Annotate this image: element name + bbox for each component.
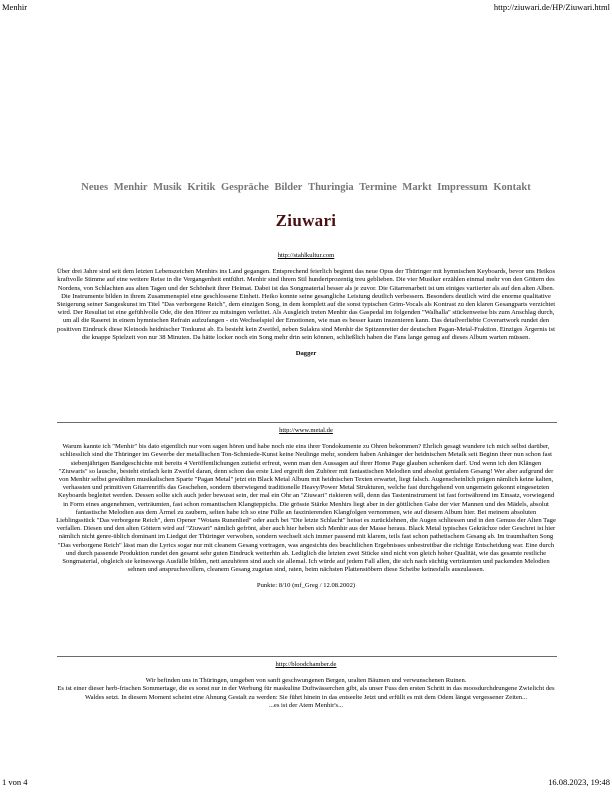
nav-item-kritik[interactable]: Kritik <box>187 182 216 193</box>
print-header-url: http://ziuwari.de/HP/Ziuwari.html <box>493 2 610 12</box>
print-header-title: Menhir <box>2 2 28 12</box>
nav-item-musik[interactable]: Musik <box>153 182 182 193</box>
nav-item-kontakt[interactable]: Kontakt <box>493 182 531 193</box>
review-score: Punkte: 8/10 (mf_Greg / 12.08.2002) <box>256 582 356 590</box>
nav-item-thuringia[interactable]: Thuringia <box>308 182 354 193</box>
review-bloodchamber <box>56 661 556 710</box>
review-text: Über drei Jahre sind seit dem letzten Lebenszeichen Menhirs ins Land gegangen. Entsprechend feierlich beginnt das neue Opus der Thüringer mit hymnischen Keyboards, bevor uns Heikos kraftvolle Stimme auf eine weitere Reise in die Vergangenheit entführt. Menhir sind ihrem Stil hundertprozentig treu geblieben. Die vier Musiker erzählen einmal mehr von den Göttern des Nordens, von Schlachten aus alten Tagen und der Schönheit ihrer Heimat. Dabei ist das Songmaterial besser als je zuvor. Die Gitarrenarbeit ist um einiges variierter als auf den alten Alben. Die Instrumente bilden in ihrem Zusammenspiel eine geschlossene Einheit. Heiko konnte seine gesangliche Leistung deutlich verbessern. Besonders deutlich wird die enorme qualitative Steigerung seiner Sangeskunst im Titel "Das verborgene Reich", dem einzigen Song, in dem komplett auf die sonst typischen Grim-Vocals als Kontrast zu den klaren Gesangparts verzichtet wird. Der Resultat ist eine gefühlvolle Ode, die den Hörer zu mitsingen verleitet. Als Ausgleich treten Menhir das Gaspedal im folgenden "Walhalla" stückenweise bis zum Anschlag durch, um all die Raserei in einem hymnischen Refrain aufzufangen - ein Wechselspiel der Emotionen, wie man es besser kaum inszenieren kann. Das detailverliebte Coverartwork rundet den positiven Eindruck diese Kleinods heidnischer Tonkunst ab. Es besteht kein Zweifel, neben Sulakra sind Menhir die Spitzenreiter der deutschen Pagan-Metal-Fraktion. Einziges Ärgernis ist die knappe Spielzeit von nur 38 Minuten. Da hätte locker noch ein Song mehr drin sein können, schließlich haben die Fans lange genug auf dieses Album warten müssen. <box>56 268 556 341</box>
review-text: Warum kannte ich "Menhir" bis dato eigentlich nur vom sagen hören und habe noch nie eins ihrer Tondokumente zu Ohren bekommen? Ehrlich gesagt wundere ich mich selbst darüber, schliesslich sind die Thüringer im Gewerbe der metallischen Ton-Schmiede-Kunst keine Neulinge mehr, sondern haben Anhänger der heidnischen Metalk seit Beginn ihrer nun schon fast siebenjährigen Bandgeschichte mit bereits 4 Veröffentlichungen zutiefst erfreut, wenn man den Aussagen auf ihrer Home Page glauben schenken darf. Und wenn ich den Klängen "Ziuwaris" so lausche, besteht einfach kein Zweifel daran, denn schon das erste Lied ergreift den Zuhörer mit fantastischen Melodien und absolut genialem Gesang! Wer aber aufgrund der von Menhir selbst gewählten musikalischen Sparte "Pagan Metal" jetzt ein Black Metal Album mit heidnischen Texten erwartet, liegt falsch. Augenscheinlich prägen nämlich keine kalten, verhassten und primitiven Gitarrenriffs das Geschehen, sondern überwiegend traditionelle Heavy/Power Metal Strukturen, welche fast durchgehend von ungemein gekonnt eingesetzten Keyboards begleitet werden. Dessen sollte sich auch jeder bewusst sein, der mal ein Ohr an "Ziuwari" riskieren will, denn das Tasteninstrument ist fast fortwährend im Einsatz, vorwiegend in Form eines angenehmen, verträumten, fast schon romantischen Klangteppichs. Die grösste Stärke Menhirs liegt aber in der göttlichen Gabe der vier Mannen und des Mädels, absolut fantastische Melodien aus dem Ärmel zu zaubern, selten habe ich so eine Fülle an faszinierenden Klangfolgen vernommen, wie auf diesem Album hier. Bei meinem absoluten Lieblingsstück "Das verborgene Reich", dem Opener "Wotans Runenlied" oder auch bei "Die letzte Schlacht" heisst es zurücklehnen, die Augen schliessen und in den Genuss der Alten Tage verfallen. Diesen und den alten Göttern wird auf "Ziuwari" nämlich gefrönt, aber auch hier heben sich Menhir aus der Masse heraus. Black Metal typisches Gekrächze oder Geschrei ist hier nämlich nicht genre-üblich dominant im Liedgut der Thüringer verwoben, sondern wechselt sich immer passend mit klarem, teils fast schon pathetischem Gesang ab. Im traumhaften Song "Das verborgene Reich" lässt man die Lyrics sogar nur mit cleanem Gesang vortragen, was angesichts des beachtlichen Ergebnisses unbestreitbar die richtige Entscheidung war. Eine durch und durch passende Produktion rundet den gesamt sehr guten Eindruck weiterhin ab. Lediglich die letzten zwei Stücke sind nicht von gleich hoher Qualität, wie das gesamte restliche Songmaterial, obgleich sie keineswegs Ausfälle bilden, nett anzuhören sind auch sie allemal. Ich würde auf jedem Fall allen, die sich nach süchtig verträumten und packenden Melodien sehnen und anspruchsvollem, cleanem Gesang zugetan sind, raten, beim nächsten Plattenstöbern diese Scheibe keinesfalls auszulassen. <box>56 443 556 574</box>
review-stahlkultur <box>56 252 556 358</box>
review-text-line: ...es ist der Atem Menhir's... <box>268 701 344 709</box>
nav-item-termine[interactable]: Termine <box>359 182 397 193</box>
review-source-link[interactable]: http://stahlkultur.com <box>277 252 335 259</box>
nav-item-bilder[interactable]: Bilder <box>274 182 303 193</box>
nav-item-neues[interactable]: Neues <box>81 182 109 193</box>
page-title: Ziuwari <box>275 211 337 230</box>
review-source-link[interactable]: http://www.metal.de <box>279 427 333 434</box>
nav-item-markt[interactable]: Markt <box>402 182 432 193</box>
print-footer <box>0 777 612 787</box>
print-timestamp: 16.08.2023, 19:48 <box>548 777 610 787</box>
review-text-line: Wir befinden uns in Thüringen, umgeben von sanft geschwungenen Bergen, uralten Bäumen und verwunschenen Ruinen. <box>145 677 467 685</box>
nav-item-menhir[interactable]: Menhir <box>113 182 148 193</box>
review-metal-de <box>56 427 556 591</box>
page-counter: 1 von 4 <box>2 777 28 787</box>
print-header <box>0 2 612 12</box>
review-source-link[interactable]: http://bloodchamber.de <box>275 661 337 668</box>
divider <box>57 422 557 423</box>
review-signature: Dagger <box>295 350 317 358</box>
main-navigation <box>0 182 612 193</box>
divider <box>57 656 557 657</box>
review-text-line: Es ist einer dieser herb-frischen Sommertage, die es sonst nur in der Werbung für maskuline Duftwässerchen gibt, als unser Fuss den ersten Schritt in das moosdurchdrungene Zwielicht des Waldes setzt. In diesem Moment scheint eine Ahnung Gestalt zu werden: Sie führt hinein in das entseelte Jetzt und erfüllt es mit dem Odem längst vergessener Zeiten... <box>57 685 555 701</box>
nav-item-impressum[interactable]: Impressum <box>437 182 488 193</box>
nav-item-gespraeche[interactable]: Gespräche <box>221 182 269 193</box>
